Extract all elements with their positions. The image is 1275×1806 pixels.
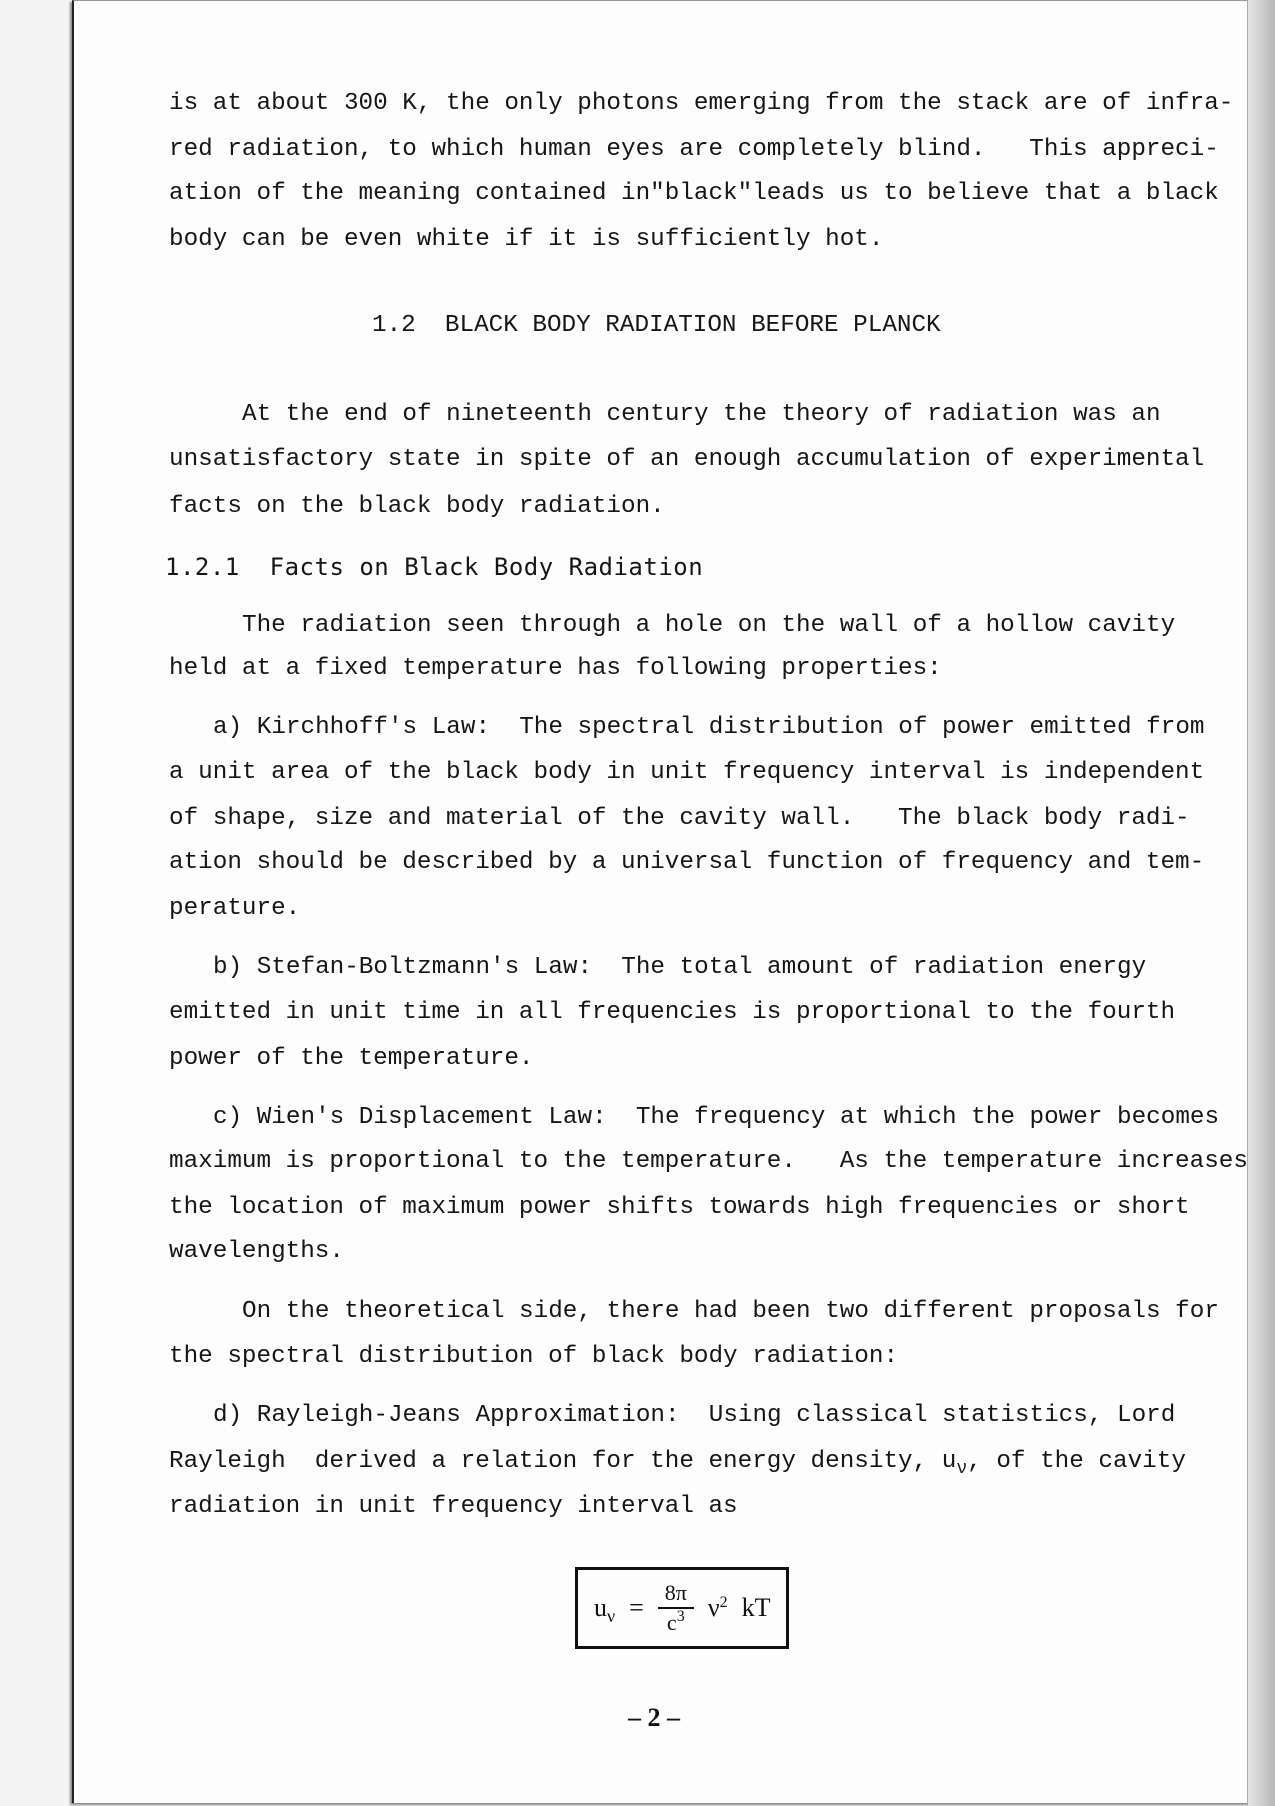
line-text: the location of maximum power shifts towards high frequencies or short (169, 1194, 1190, 1221)
formula-nu-squared (708, 1593, 728, 1623)
body-line (242, 400, 1247, 430)
line-text: held at a fixed temperature has following properties: (169, 655, 942, 682)
formula-c: c (666, 1610, 677, 1635)
formula-c-exp: 3 (676, 1608, 685, 1625)
line-text: d) Rayleigh-Jeans Approximation: Using classical statistics, Lord (213, 1402, 1176, 1429)
line-text: On the theoretical side, there had been two different proposals for (242, 1298, 1219, 1325)
line-text: b) Stefan-Boltzmann's Law: The total amount of radiation energy (213, 954, 1147, 981)
body-line (169, 758, 1247, 788)
subsection-heading (165, 552, 1247, 582)
line-text: 1.2.1 Facts on Black Body Radiation (165, 553, 704, 581)
line-text: unsatisfactory state in spite of an enough accumulation of experimental (169, 446, 1205, 473)
line-text: a unit area of the black body in unit frequency interval is independent (169, 759, 1205, 786)
list-item-line (213, 953, 1247, 983)
line-text: facts on the black body radiation. (169, 493, 665, 520)
body-line (169, 1342, 1247, 1372)
body-line (242, 1297, 1247, 1327)
section-heading (372, 311, 1247, 341)
list-item-line (213, 1401, 1247, 1431)
formula-denominator (667, 1610, 685, 1636)
rayleigh-jeans-formula-box (575, 1567, 789, 1649)
body-line (169, 804, 1247, 834)
formula-nu: ν (707, 1593, 720, 1622)
line-text: a) Kirchhoff's Law: The spectral distribution of power emitted from (213, 714, 1205, 741)
energy-density-symbol: u (941, 1448, 957, 1475)
body-line (169, 1237, 1247, 1267)
energy-density-subscript: ν (956, 1459, 968, 1479)
line-text: power of the temperature. (169, 1045, 534, 1072)
body-line (169, 1044, 1247, 1074)
line-text: of shape, size and material of the cavity wall. The black body radi- (169, 805, 1190, 832)
line-text: At the end of nineteenth century the theory of radiation was an (242, 401, 1161, 428)
body-line (169, 135, 1247, 165)
formula-numerator: 8π (664, 1580, 687, 1605)
line-text: emitted in unit time in all frequencies is proportional to the fourth (169, 999, 1176, 1026)
body-line (169, 894, 1247, 924)
line-text: 1.2 BLACK BODY RADIATION BEFORE PLANCK (372, 312, 941, 339)
line-text: radiation in unit frequency interval as (169, 1493, 738, 1520)
body-line (169, 445, 1247, 475)
formula-u-sub: ν (607, 1606, 616, 1626)
body-line (169, 1492, 1247, 1522)
list-item-line (213, 1103, 1247, 1133)
line-text: c) Wien's Displacement Law: The frequency at which the power becomes (213, 1104, 1220, 1131)
formula-nu-exp: 2 (719, 1594, 728, 1611)
body-line (169, 1447, 1247, 1477)
body-line (169, 179, 1247, 209)
line-text: ation of the meaning contained in"black"leads us to believe that a black (169, 180, 1219, 207)
body-line (169, 89, 1247, 119)
body-line (169, 998, 1247, 1028)
page-number: – 2 – (628, 1703, 680, 1732)
body-line (169, 1147, 1247, 1177)
formula-equals: = (629, 1593, 644, 1622)
body-line (242, 611, 1247, 641)
line-text: maximum is proportional to the temperature. As the temperature increases (169, 1148, 1248, 1175)
scrollbar[interactable] (1247, 0, 1275, 1806)
body-line (169, 654, 1247, 684)
line-text: is at about 300 K, the only photons emerging from the stack are of infra- (169, 90, 1234, 117)
line-text: body can be even white if it is sufficiently hot. (169, 226, 884, 253)
line-text: Rayleigh derived a relation for the energy density, (169, 1448, 942, 1475)
line-text: The radiation seen through a hole on the wall of a hollow cavity (242, 612, 1176, 639)
body-line (169, 225, 1247, 255)
line-text: ation should be described by a universal function of frequency and tem- (169, 849, 1205, 876)
line-text: red radiation, to which human eyes are completely blind. This appreci- (169, 136, 1219, 163)
formula-lhs (594, 1593, 616, 1626)
list-item-line (213, 713, 1247, 743)
formula-fraction (658, 1580, 694, 1636)
line-text: wavelengths. (169, 1238, 344, 1265)
body-line (169, 1193, 1247, 1223)
body-line (169, 848, 1247, 878)
line-text: the spectral distribution of black body radiation: (169, 1343, 899, 1370)
formula-u: u (594, 1593, 607, 1622)
formula-kt: kT (741, 1593, 771, 1622)
line-text: , of the cavity (967, 1448, 1186, 1475)
line-text: perature. (169, 895, 301, 922)
body-line (169, 492, 1247, 522)
